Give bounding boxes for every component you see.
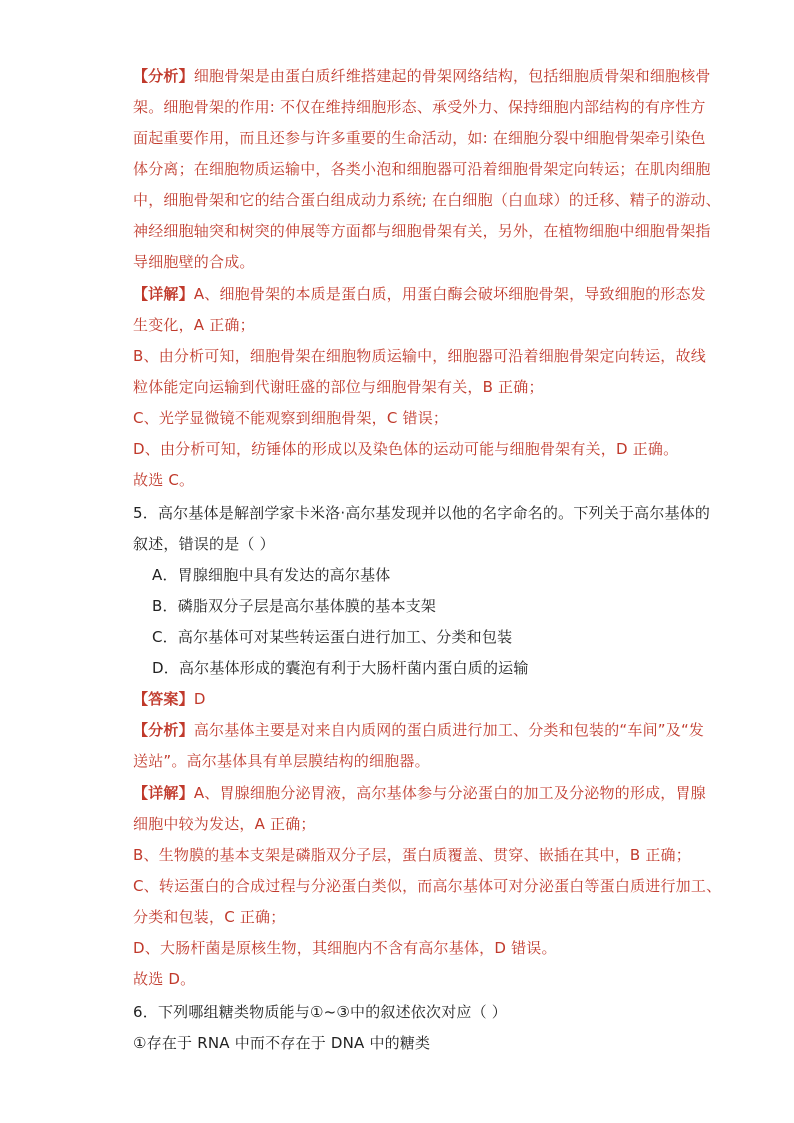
- detail-line-6: D、由分析可知，纺锤体的形成以及染色体的运动可能与细胞骨架有关，D 正确。: [133, 440, 679, 458]
- detail-line-3: B、由分析可知，细胞骨架在细胞物质运输中，细胞器可沿着细胞骨架定向转运，故线: [133, 347, 706, 365]
- analysis-tag: 【分析】: [133, 67, 194, 85]
- option-a: A．胃腺细胞中具有发达的高尔基体: [152, 566, 391, 584]
- analysis-tag: 【分析】: [133, 721, 194, 739]
- q5-detail-line-3: B、生物膜的基本支架是磷脂双分子层，蛋白质覆盖、贯穿、嵌插在其中，B 正确；: [133, 846, 691, 864]
- detail-line-1: 【详解】A、细胞骨架的本质是蛋白质，用蛋白酶会破坏细胞骨架，导致细胞的形态发: [133, 285, 706, 303]
- analysis-line-1: 【分析】细胞骨架是由蛋白质纤维搭建起的骨架网络结构，包括细胞质骨架和细胞核骨: [133, 67, 711, 85]
- detail-tag: 【详解】: [133, 285, 194, 303]
- detail-line-2: 生变化，A 正确；: [133, 316, 255, 334]
- q5-detail-line-2: 细胞中较为发达，A 正确；: [133, 815, 316, 833]
- q5-detail-line-6: D、大肠杆菌是原核生物，其细胞内不含有高尔基体，D 错误。: [133, 939, 557, 957]
- option-d: D．高尔基体形成的囊泡有利于大肠杆菌内蛋白质的运输: [152, 659, 529, 677]
- analysis-line-7: 导细胞壁的合成。: [133, 253, 255, 271]
- q5-analysis-line-1: 【分析】高尔基体主要是对来自内质网的蛋白质进行加工、分类和包装的“车间”及“发: [133, 721, 705, 739]
- question-5-stem-2: 叙述，错误的是（ ）: [133, 535, 275, 553]
- analysis-line-4: 体分离；在细胞物质运输中，各类小泡和细胞器可沿着细胞骨架定向转运；在肌肉细胞: [133, 160, 711, 178]
- q5-analysis-line-2: 送站”。高尔基体具有单层膜结构的细胞器。: [133, 752, 430, 770]
- analysis-line-5: 中，细胞骨架和它的结合蛋白组成动力系统; 在白细胞（白血球）的迁移、精子的游动、: [133, 191, 721, 209]
- detail-tag: 【详解】: [133, 784, 194, 802]
- option-c: C．高尔基体可对某些转运蛋白进行加工、分类和包装: [152, 628, 513, 646]
- detail-line-5: C、光学显微镜不能观察到细胞骨架，C 错误；: [133, 409, 449, 427]
- question-6-stem: 6．下列哪组糖类物质能与①~③中的叙述依次对应（ ）: [133, 1003, 507, 1021]
- q5-detail-line-5: 分类和包装，C 正确；: [133, 908, 286, 926]
- answer-line: [133, 689, 206, 709]
- q5-detail-line-4: C、转运蛋白的合成过程与分泌蛋白类似，而高尔基体可对分泌蛋白等蛋白质进行加工、: [133, 877, 722, 895]
- answer-value: D: [193, 690, 206, 708]
- question-6-item-1: ①存在于 RNA 中而不存在于 DNA 中的糖类: [133, 1034, 431, 1052]
- analysis-line-2: 架。细胞骨架的作用: 不仅在维持细胞形态、承受外力、保持细胞内部结构的有序性方: [133, 98, 706, 116]
- conclusion-line: 故选 C。: [133, 471, 195, 489]
- analysis-line-6: 神经细胞轴突和树突的伸展等方面都与细胞骨架有关，另外，在植物细胞中细胞骨架指: [133, 222, 711, 240]
- analysis-line-3: 面起重要作用，而且还参与许多重要的生命活动，如: 在细胞分裂中细胞骨架牵引染色: [133, 129, 706, 147]
- question-5-stem-1: 5．高尔基体是解剖学家卡米洛·高尔基发现并以他的名字命名的。下列关于高尔基体的: [133, 504, 711, 522]
- option-b: B．磷脂双分子层是高尔基体膜的基本支架: [152, 597, 437, 615]
- q5-detail-line-1: 【详解】A、胃腺细胞分泌胃液，高尔基体参与分泌蛋白的加工及分泌物的形成，胃腺: [133, 784, 706, 802]
- answer-tag: 【答案】: [133, 690, 194, 708]
- detail-line-4: 粒体能定向运输到代谢旺盛的部位与细胞骨架有关，B 正确；: [133, 378, 544, 396]
- q5-conclusion-line: 故选 D。: [133, 970, 196, 988]
